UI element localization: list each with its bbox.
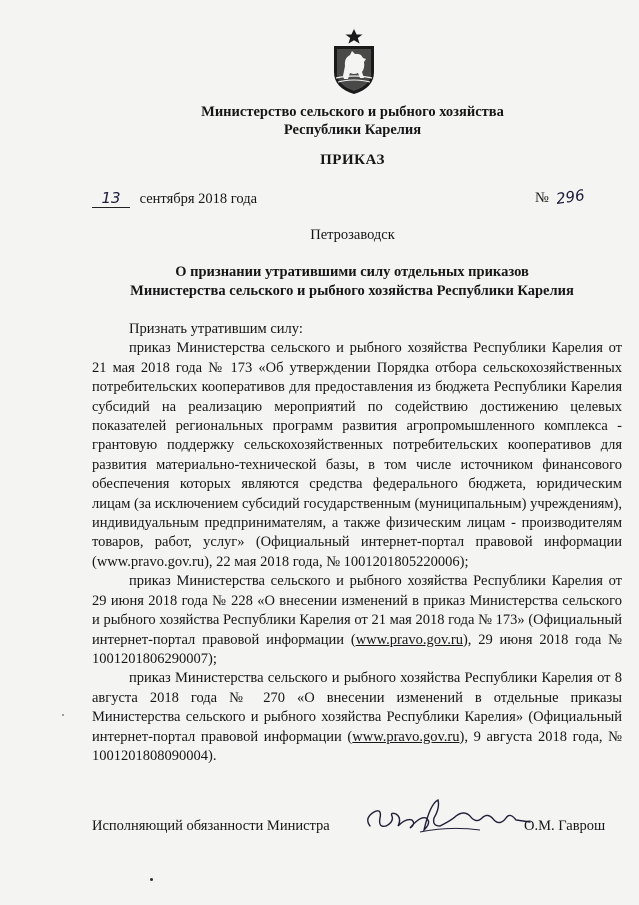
scan-speck: [62, 714, 64, 716]
order-title: ПРИКАЗ: [320, 152, 385, 168]
body-paragraph-2-text: приказ Министерства сельского и рыбного хозяйства Республики Карелия от 29 июня 2018 года № 228 «О внесении изменений в приказ Министерства сельского и рыбного хозяйства Республики Карелия от 21 мая 2018 года № 173» (Официальный интернет-портал правовой информации (: [92, 573, 622, 648]
ministry-line-2: Республики Карелия: [283, 122, 422, 138]
body-paragraph-1: приказ Министерства сельского и рыбного хозяйства Республики Карелия от 21 мая 2018 года № 173 «Об утверждении Порядка отбора сельскохозяйственных потребительских кооперативов для предоставления из бюджета Республики Карелия субсидий на реализацию мероприятий по содействию достижению целевых показателей региональных программ развития агропромышленного комплекса - грантовую поддержку сельскохозяйственных потребительских кооперативов для развития материально-технической базы, в том числе источником финансового обеспечения которых являются средства федерального бюджета, юридическим лицам (за исключением субсидий государственным (муниципальным) учреждениям), индивидуальным предпринимателям, а также физическим лицам - производителям товаров, работ, услуг» (Официальный интернет-портал правовой информации (www.pravo.gov.ru), 22 мая 2018 года, № 1001201805220006);: [92, 340, 622, 570]
ministry-line-1: Министерство сельского и рыбного хозяйства: [201, 104, 504, 120]
body-paragraph-3-tail: ), 9 августа 2018 года, № 1001201808090004).: [92, 728, 622, 764]
order-date-text: сентября 2018 года: [139, 191, 258, 207]
order-body: [92, 320, 622, 766]
pravo-link-2[interactable]: www.pravo.gov.ru: [352, 728, 460, 745]
ministry-heading: [0, 103, 639, 139]
karelia-coat-of-arms-icon: [328, 28, 380, 96]
body-paragraph-3: [92, 669, 622, 766]
body-paragraph-2-tail: ), 29 июня 2018 года № 1001201806290007);: [92, 631, 622, 667]
city: Петрозаводск: [310, 227, 395, 243]
pravo-link-1[interactable]: www.pravo.gov.ru: [355, 631, 463, 648]
signatory-name: О.М. Гаврош: [524, 818, 606, 834]
order-subject: [92, 263, 612, 301]
order-number-label: №: [535, 190, 549, 206]
subject-line-1: О признании утратившими силу отдельных приказов: [175, 264, 529, 280]
body-paragraph-2: [92, 572, 622, 669]
body-intro: Признать утратившим силу:: [129, 321, 303, 337]
body-paragraph-3-text: приказ Министерства сельского и рыбного хозяйства Республики Карелия от 8 августа 2018 года № 270 «О внесении изменений в отдельные приказы Министерства сельского и рыбного хозяйства Республики Карелия» (Официальный интернет-портал правовой информации (: [92, 670, 622, 745]
order-date: [92, 189, 257, 208]
handwritten-signature-icon: [360, 796, 536, 840]
order-number-handwritten: 296: [555, 186, 587, 208]
signatory-position: Исполняющий обязанности Министра: [92, 818, 330, 834]
subject-line-2: Министерства сельского и рыбного хозяйства Республики Карелия: [130, 283, 574, 299]
order-day-handwritten: 13: [92, 189, 130, 208]
order-number: [535, 188, 585, 207]
scan-speck: [150, 878, 153, 881]
